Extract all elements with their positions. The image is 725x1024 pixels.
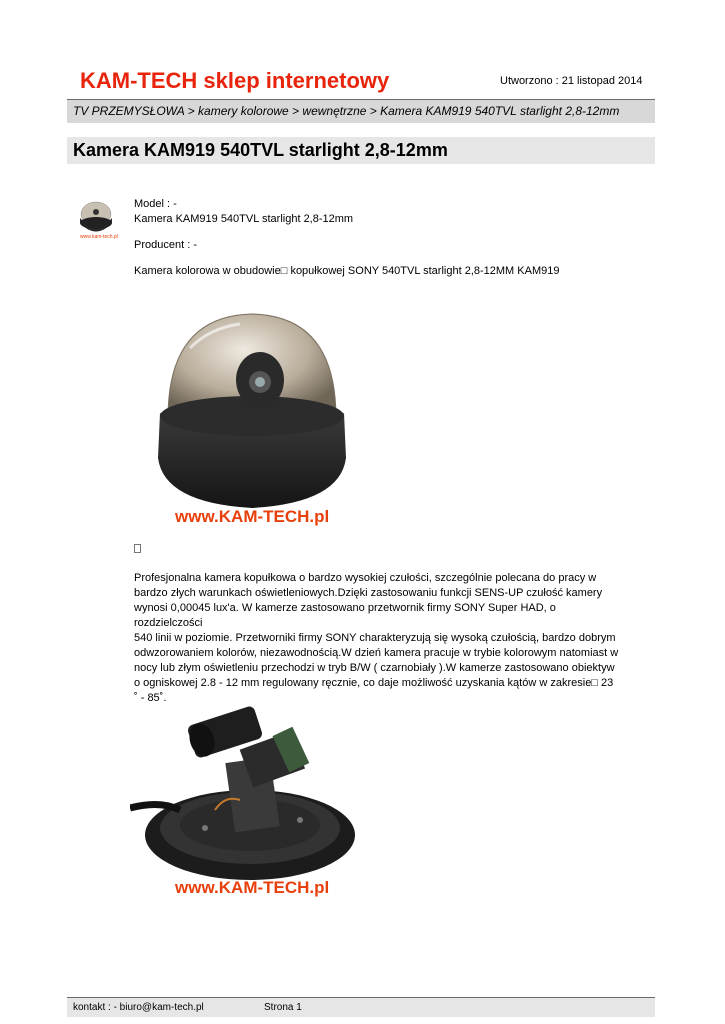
site-title: KAM-TECH sklep internetowy [80,68,390,93]
description-line: odwzorowaniem kolorów, niezawodnością.W dzień kamera pracuje w trybie kolorowym natomiast w [134,647,619,659]
model-label: Model : - [134,198,177,210]
product-thumbnail[interactable] [74,196,124,242]
description-line: o ogniskowej 2.8 - 12 mm regulowany ręcznie, co daje możliwość uzyskania kątów w zakresie□ 23 [134,677,614,689]
breadcrumb[interactable]: TV PRZEMYSŁOWA > kamery kolorowe > wewnętrzne > Kamera KAM919 540TVL starlight 2,8-12mm [67,99,655,123]
page-number: Strona 1 [264,1002,302,1013]
image-watermark-2: www.KAM-TECH.pl [175,878,330,897]
camera-interior-photo [130,700,360,900]
short-description: Kamera kolorowa w obudowie□ kopułkowej SONY 540TVL starlight 2,8-12MM KAM919 [134,265,560,277]
image-watermark-1: www.KAM-TECH.pl [175,507,330,526]
missing-glyph [134,544,141,553]
description-line: bardzo złych warunkach oświetleniowych.Dzięki zastosowaniu funkcji SENS-UP czułość kamery [134,587,603,599]
dome-camera-photo [140,308,360,528]
description-line: Profesjonalna kamera kopułkowa o bardzo wysokiej czułości, szczególnie polecana do pracy w [134,572,597,584]
product-title: Kamera KAM919 540TVL starlight 2,8-12mm [67,137,655,164]
thumb-watermark: www.kam-tech.pl [80,234,118,240]
model-value: Kamera KAM919 540TVL starlight 2,8-12mm [134,213,354,225]
footer [67,997,655,1017]
producer-label: Producent : - [134,239,197,251]
description [134,571,624,706]
description-line: nocy lub złym oświetleniu przechodzi w tryb B/W ( czarnobiały ).W kamerze zastosowano obiektyw [134,662,615,674]
description-line: 540 linii w poziomie. Przetworniki firmy SONY charakteryzują się wysoką czułością, bardzo dobrym [134,632,616,644]
footer-contact[interactable]: kontakt : - biuro@kam-tech.pl [73,1002,204,1013]
description-line: ˚ - 85˚. [134,692,167,704]
created-date: Utworzono : 21 listopad 2014 [500,75,643,87]
description-line: wynosi 0,00045 lux'a. W kamerze zastosowano przetwornik firmy SONY Super HAD, o rozdzielczości [134,602,556,629]
